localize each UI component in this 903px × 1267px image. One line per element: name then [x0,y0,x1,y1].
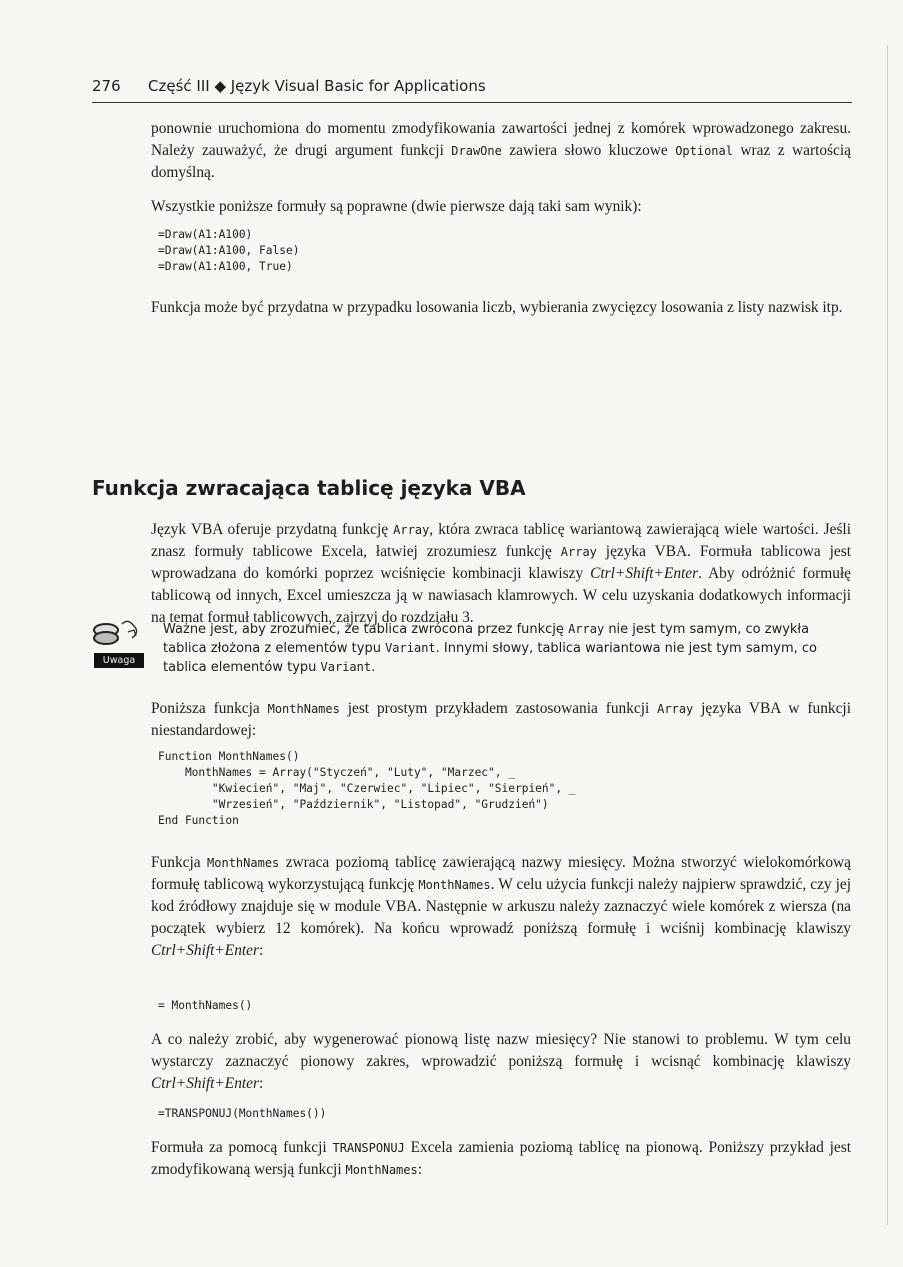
running-header [92,74,852,103]
paragraph-7: A co należy zrobić, aby wygenerować pionową listę nazw miesięcy? Nie stanowi to problemu. W tym celu wystarczy zaznaczyć pionowy zakres, wprowadzić poniższą formułę i wcisnąć kombinację klawiszy Ctrl+Shift+Enter: [151,1031,851,1092]
inline-code: DrawOne [451,144,502,158]
key-combo: Ctrl+Shift+Enter [590,565,699,582]
inline-code: Variant [385,641,436,655]
inline-code: Array [560,545,597,559]
inline-code: MonthNames [418,878,491,892]
note-label: Uwaga [94,653,144,668]
running-title: Część III ◆ Język Visual Basic for Applications [148,77,486,95]
paragraph-2: Wszystkie poniższe formuły są poprawne (dwie pierwsze dają taki sam wynik): [151,198,642,215]
code-listing-2: Function MonthNames() MonthNames = Array("Styczeń", "Luty", "Marzec", _ "Kwiecień", "Maj", "Czerwiec", "Lipiec", "Sierpień", _ "Wrzesień", "Październik", "Listopad", "Grudzień") End Function [158,750,576,827]
inline-code: Array [393,523,430,537]
paragraph-1: ponownie uruchomiona do momentu zmodyfikowania zawartości jednej z komórek wprowadzonego zakresu. Należy zauważyć, że drugi argument funkcji DrawOne zawiera słowo kluczowe Optional wraz z wartością domyślną. [151,120,851,181]
inline-code: Optional [675,144,733,158]
section-heading: Funkcja zwracająca tablicę języka VBA [92,476,526,500]
paragraph-5: Poniższa funkcja MonthNames jest prostym przykładem zastosowania funkcji Array języka VBA w funkcji niestandardowej: [151,700,851,739]
inline-code: Array [568,622,605,636]
key-combo: Ctrl+Shift+Enter [151,1075,259,1092]
inline-code: MonthNames [267,702,340,716]
code-listing-3: = MonthNames() [158,999,253,1012]
key-combo: Ctrl+Shift+Enter [151,942,259,959]
inline-code: TRANSPONUJ [332,1141,405,1155]
inline-code: Variant [320,660,372,674]
page-number: 276 [92,77,121,95]
inline-code: Array [657,702,694,716]
code-listing-1: =Draw(A1:A100) =Draw(A1:A100, False) =Draw(A1:A100, True) [158,228,300,273]
paragraph-6: Funkcja MonthNames zwraca poziomą tablicę zawierającą nazwy miesięcy. Można stworzyć wielokomórkową formułę tablicową wykorzystującą funkcję MonthNames. W celu użycia funkcji należy najpierw sprawdzić, czy jej kod źródłowy znajduje się w module VBA. Następnie w arkuszu należy zaznaczyć wiele komórek z wiersza (na początek wybierz 12 komórek). Na końcu wprowadź poniższą formułę i wciśnij kombinację klawiszy Ctrl+Shift+Enter: [151,854,851,959]
inline-code: MonthNames [207,856,280,870]
paragraph-3: Funkcja może być przydatna w przypadku losowania liczb, wybierania zwycięzcy losowania z listy nazwisk itp. [151,299,843,316]
paragraph-4: Język VBA oferuje przydatną funkcję Array, która zwraca tablicę wariantową zawierającą wiele wartości. Jeśli znasz formuły tablicowe Excela, łatwiej zrozumiesz funkcję Array języka VBA. Formuła tablicowa jest wprowadzana do komórki poprzez wciśnięcie kombinacji klawiszy Ctrl+Shift+Enter. Aby odróżnić formułę tablicową od innych, Excel umieszcza ją w nawiasach klamrowych. W celu uzyskania dodatkowych informacji na temat formuł tablicowych, zajrzyj do rozdziału 3. [151,521,851,626]
code-listing-4: =TRANSPONUJ(MonthNames()) [158,1107,327,1120]
page-edge-line [887,45,888,1225]
note-text: Ważne jest, aby zrozumieć, że tablica zwrócona przez funkcję Array nie jest tym samym, co zwykła tablica złożona z elementów typu Variant. Innymi słowy, tablica wariantowa nie jest tym samym, co tablica elementów typu Variant. [163,622,817,675]
paragraph-8: Formuła za pomocą funkcji TRANSPONUJ Excela zamienia poziomą tablicę na pionową. Poniższy przykład jest zmodyfikowaną wersją funkcji MonthNames: [151,1139,851,1178]
inline-code: MonthNames [345,1163,418,1177]
